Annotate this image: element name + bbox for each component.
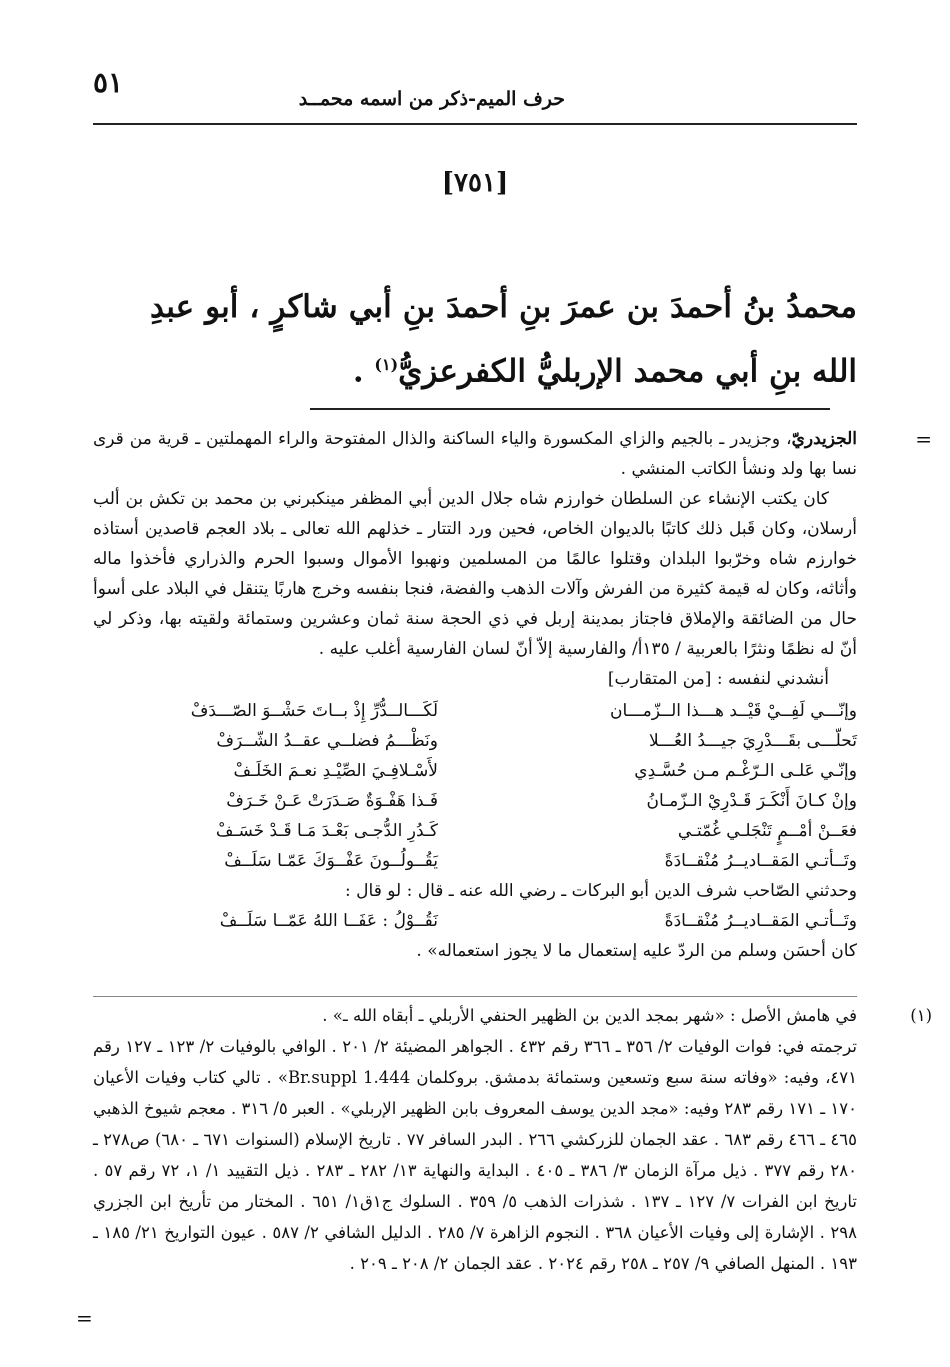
footnote-margin-note: في هامش الأصل : «شهر بمجد الدين بن الظهير الحنفي الأربلي ـ أبقاه الله ـ» . [322,1006,857,1025]
verse-first-hemistich: وتَــأتـي المَقــاديــرُ مُنْقــادَةً [664,911,857,931]
verse-row [93,696,857,726]
title-end: . [352,353,375,390]
footnote-number: (١) [910,1006,932,1025]
verse-second-hemistich: لأَسْـلافِـيَ الصِّيْـدِ نعـمَ الخَلَـفْ [233,761,438,781]
closing-remark: كان أحسَن وسلم من الردّ عليه إستعمال ما لا يجوز استعماله» . [416,941,857,961]
verse-row [93,816,857,846]
verse-second-hemistich: كَـدُرِ الدُّجـى بَعْـدَ مَـا قَـدْ خَسَـفْ [215,821,438,841]
footnotes [93,1000,932,1279]
nisba-lead: الجزيدريّ [791,429,857,449]
poem-intro: أنشدني لنفسه : [من المتقارب] [607,669,829,689]
verse-second-hemistich: لَكَـــالــدُّرِّ إِذْ بــاتَ حَشْــوَ الصّـــدَفْ [190,701,438,721]
verse-second-hemistich: يَقُــولُــونَ عَفْــوَكَ عَمّـا سَلَــفْ [224,851,438,871]
verse-first-hemistich: تَحلّـــى بقَـــدْرِيَ جيـــدُ العُـــلا [648,731,857,751]
page-number: ٥١ [93,66,124,99]
verse-row [93,726,857,756]
header-rule [93,123,857,125]
title-footnote-ref: (١) [374,355,399,374]
verse-first-hemistich: فعَــنْ أمْــمٍ تَنْجَلـي غُمّتـي [677,821,857,841]
verse-second-hemistich: نَقُــوْلُ : عَفَــا اللهُ عَمّــا سَلَــفْ [219,911,438,931]
verse-row [93,756,857,786]
verse-row [93,786,857,816]
verse-row [93,846,857,876]
entry-number: [٧٥١] [441,168,509,198]
verse-second-hemistich: ونَظْـــمُ فضلــي عقــدُ الشّــرَفْ [216,731,438,751]
narration: وحدثني الصّاحب شرف الدين أبو البركات ـ رضي الله عنه ـ قال : لو قال : [345,881,857,901]
paragraph-2: كان يكتب الإنشاء عن السلطان خوارزم شاه جلال الدين أبي المظفر مينكبرني بن محمد بن تكش بن ألب أرسلان، وكان قَبل ذلك كاتبًا بالديوان الخاص، فحين ورد التتار ـ خذلهم الله تعالى ـ بلاد العجم قاصدين أستاذه خوارزم شاه وخرّبوا البلدان وقتلوا عالمًا من المسلمين ونهبوا الأموال وسبوا الحرم والذراري فأخذوا ماله وأثاثه، وكان له قيمة كثيرة من الفرش وآلات الذهب والفضة، فنجا بنفسه وخرج هاربًا يتنقل في البلاد على أسوأ حال من الضائقة والإملاق فاجتاز بمدينة إربل في ذي الحجة سنة ثمان وعشرين وستمائة ولقيته بها، وذكر لي أنّ له نظمًا ونثرًا بالعربية / ١٣٥أ/ والفارسية إلاّ أنّ لسان الفارسية أغلب عليه . [93,489,857,659]
entry-title [150,278,857,400]
verse-first-hemistich: وإنّـــي لَفِــيْ قَيْــد هـــذا الــزّمـــان [610,701,857,721]
footnote-rule [93,996,857,997]
poem [93,696,857,876]
margin-marker: = [915,427,932,451]
entry-body [93,424,932,966]
entry-title-text: محمدُ بنُ أحمدَ بن عمرَ بنِ أحمدَ بنِ أبي شاكرٍ ، أبو عبدِ الله بنِ أبي محمد الإربليُّ الكفرعزيُّ [150,289,857,390]
alternative-verse [93,906,857,936]
verse-second-hemistich: فَـذا هَفْـوَةٌ صَـدَرَتْ عَـنْ خَـرَفْ [226,791,438,811]
footnote-sources: ترجمته في: فوات الوفيات ٢/ ٣٥٦ ـ ٣٦٦ رقم ٤٣٢ . الجواهر المضيئة ٢/ ٢٠١ . الوافي بالوفيات ٢/ ١٢٣ ـ ١٢٧ رقم ٤٧١، وفيه: «وفاته سنة سبع وتسعين وستمائة بدمشق. بروكلمان Br.suppl 1.444» . تالي كتاب وفيات الأعيان ١٧٠ ـ ١٧١ رقم ٢٨٣ وفيه: «مجد الدين يوسف المعروف بابن الظهير الإربلي» . العبر ٥/ ٣١٦ . معجم شيوخ الذهبي ٤٦٥ ـ ٤٦٦ رقم ٦٨٣ . عقد الجمان للزركشي ٢٦٦ . البدر السافر ٧٧ . تاريخ الإسلام (السنوات ٦٧١ ـ ٦٨٠) ص٢٧٨ ـ ٢٨٠ رقم ٣٧٧ . ذيل مرآة الزمان ٣/ ٣٨٦ ـ ٤٠٥ . البداية والنهاية ١٣/ ٢٨٢ ـ ٢٨٣ . ذيل التقييد ١/ ١، ٧٢ رقم ٥٧ . تاريخ ابن الفرات ٧/ ١٢٧ ـ ١٣٧ . شذرات الذهب ٥/ ٣٥٩ . السلوك ج١ق١/ ٦٥١ . المختار من تأريخ ابن الجزري ٢٩٨ . الإشارة إلى وفيات الأعيان ٣٦٨ . النجوم الزاهرة ٧/ ٢٨٥ . الدليل الشافي ٢/ ٥٨٧ . عيون التواريخ ٢١/ ١٨٥ ـ ١٩٣ . المنهل الصافي ٩/ ٢٥٧ ـ ٢٥٨ رقم ٢٠٢٤ . عقد الجمان ٢/ ٢٠٨ ـ ٢٠٩ . [93,1037,858,1273]
paragraph-1 [93,424,857,484]
running-head: حرف الميم-ذكر من اسمه محمــد [298,88,565,110]
verse-first-hemistich: وإنْ كـانَ أَنْكَـرَ قَـدْرِيْ الـزّمـانُ [646,791,857,811]
verse-first-hemistich: وتَــأتـي المَقــاديــرُ مُنْقــادَةً [664,851,857,871]
bottom-marker: = [76,1306,93,1330]
body-rule [310,408,830,410]
verse-first-hemistich: وإنّـي عَلـى الـرّغْـم مـن حُسَّـدِي [634,761,857,781]
paragraph-1-text: ، وجزيدر ـ بالجيم والزاي المكسورة والياء الساكنة والذال المفتوحة والراء المهملتين ـ قرية من قرى نسا بها ولد ونشأ الكاتب المنشي . [93,429,857,479]
